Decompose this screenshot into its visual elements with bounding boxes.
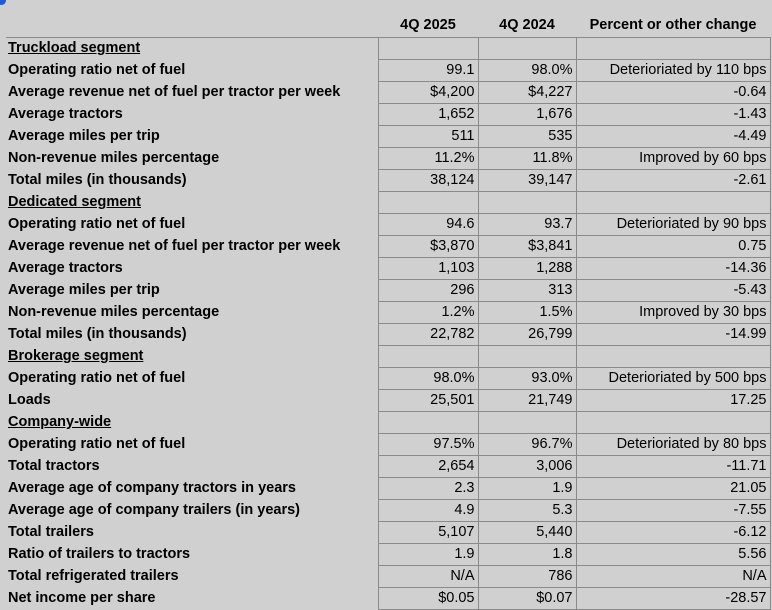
value-change: -1.43 [576,103,770,125]
table-row [6,257,770,279]
table-row [6,477,770,499]
value-change: -0.64 [576,81,770,103]
value-4q2024: 535 [478,125,576,147]
value-4q2024: 1.5% [478,301,576,323]
table-row [6,103,770,125]
section-row [6,191,770,213]
value-4q2025: 97.5% [378,433,478,455]
value-4q2025: 22,782 [378,323,478,345]
table-row [6,499,770,521]
value-4q2024: 1,288 [478,257,576,279]
row-label: Total miles (in thousands) [8,172,187,188]
value-4q2025: 511 [378,125,478,147]
table-row [6,367,770,389]
value-4q2025: 5,107 [378,521,478,543]
header-row [6,13,770,37]
value-4q2025: 25,501 [378,389,478,411]
empty-cell [478,411,576,433]
value-change: -28.57 [576,587,770,609]
value-change: N/A [576,565,770,587]
section-row [6,345,770,367]
value-change: Improved by 60 bps [576,147,770,169]
value-4q2025: 11.2% [378,147,478,169]
table-row [6,389,770,411]
value-4q2024: $3,841 [478,235,576,257]
value-4q2024: 96.7% [478,433,576,455]
table-row [6,125,770,147]
table-row [6,455,770,477]
value-change: -14.99 [576,323,770,345]
value-4q2025: $4,200 [378,81,478,103]
value-change: Deterioriated by 80 bps [576,433,770,455]
header-4q2025: 4Q 2025 [378,13,478,37]
value-4q2025: 2,654 [378,455,478,477]
row-label: Average miles per trip [8,282,160,298]
value-4q2024: 39,147 [478,169,576,191]
value-4q2024: 786 [478,565,576,587]
value-change: Deterioriated by 90 bps [576,213,770,235]
value-change: -2.61 [576,169,770,191]
empty-cell [576,191,770,213]
value-4q2024: 93.0% [478,367,576,389]
value-4q2025: 99.1 [378,59,478,81]
section-title: Company-wide [8,414,112,430]
row-label: Operating ratio net of fuel [8,62,186,78]
row-label: Non-revenue miles percentage [8,304,220,320]
row-label: Non-revenue miles percentage [8,150,220,166]
table-row [6,81,770,103]
row-label: Ratio of trailers to tractors [8,546,191,562]
value-change: -11.71 [576,455,770,477]
value-4q2025: N/A [378,565,478,587]
row-label: Average tractors [8,106,123,122]
value-4q2025: 38,124 [378,169,478,191]
value-4q2025: 1.2% [378,301,478,323]
value-4q2024: 313 [478,279,576,301]
table-row [6,169,770,191]
section-title: Dedicated segment [8,194,141,210]
value-4q2025: 1,103 [378,257,478,279]
row-label: Total trailers [8,524,94,540]
value-change: -6.12 [576,521,770,543]
value-change: -4.49 [576,125,770,147]
value-4q2024: 1,676 [478,103,576,125]
row-label: Operating ratio net of fuel [8,216,186,232]
header-4q2024: 4Q 2024 [478,13,576,37]
row-label: Average miles per trip [8,128,160,144]
value-4q2025: 98.0% [378,367,478,389]
value-change: 17.25 [576,389,770,411]
table-row [6,59,770,81]
table-row [6,235,770,257]
table-row [6,279,770,301]
value-4q2025: $3,870 [378,235,478,257]
value-4q2024: $4,227 [478,81,576,103]
row-label: Average revenue net of fuel per tractor per week [8,238,341,254]
row-label: Total miles (in thousands) [8,326,187,342]
row-label: Average age of company tractors in years [8,480,296,496]
value-4q2025: 2.3 [378,477,478,499]
section-title: Truckload segment [8,40,141,57]
row-label: Total refrigerated trailers [8,568,179,584]
value-4q2025: 94.6 [378,213,478,235]
table-row [6,301,770,323]
results-table [6,13,771,610]
value-4q2024: $0.07 [478,587,576,609]
section-row [6,37,770,59]
row-label: Loads [8,392,51,408]
value-4q2024: 93.7 [478,213,576,235]
empty-cell [378,37,478,59]
empty-cell [478,345,576,367]
value-4q2024: 5.3 [478,499,576,521]
header-change: Percent or other change [576,13,770,37]
table-row [6,521,770,543]
empty-cell [478,37,576,59]
table-body [6,37,770,609]
empty-cell [378,411,478,433]
row-label: Total tractors [8,458,100,474]
table-row [6,433,770,455]
value-change: -14.36 [576,257,770,279]
value-4q2025: $0.05 [378,587,478,609]
value-change: Deterioriated by 500 bps [576,367,770,389]
section-title: Brokerage segment [8,348,144,364]
table-row [6,543,770,565]
row-label: Average age of company trailers (in years) [8,502,300,518]
table-row [6,587,770,609]
row-label: Operating ratio net of fuel [8,370,186,386]
value-change: 21.05 [576,477,770,499]
value-change: Improved by 30 bps [576,301,770,323]
value-4q2025: 1,652 [378,103,478,125]
row-label: Average revenue net of fuel per tractor per week [8,84,341,100]
row-label: Average tractors [8,260,123,276]
table-row [6,565,770,587]
row-label: Net income per share [8,590,156,606]
section-row [6,411,770,433]
empty-cell [478,191,576,213]
header-blank [6,13,378,37]
value-4q2024: 3,006 [478,455,576,477]
value-4q2024: 1.8 [478,543,576,565]
value-4q2025: 4.9 [378,499,478,521]
empty-cell [378,345,478,367]
value-4q2024: 5,440 [478,521,576,543]
value-4q2024: 1.9 [478,477,576,499]
table-row [6,323,770,345]
value-4q2024: 21,749 [478,389,576,411]
row-label: Operating ratio net of fuel [8,436,186,452]
selection-handle[interactable] [0,0,6,5]
table-row [6,213,770,235]
value-4q2025: 296 [378,279,478,301]
value-change: Deterioriated by 110 bps [576,59,770,81]
value-4q2024: 98.0% [478,59,576,81]
empty-cell [378,191,478,213]
table-row [6,147,770,169]
value-4q2024: 26,799 [478,323,576,345]
empty-cell [576,37,770,59]
value-change: -7.55 [576,499,770,521]
empty-cell [576,345,770,367]
value-change: 5.56 [576,543,770,565]
value-change: 0.75 [576,235,770,257]
value-4q2025: 1.9 [378,543,478,565]
value-4q2024: 11.8% [478,147,576,169]
value-change: -5.43 [576,279,770,301]
empty-cell [576,411,770,433]
